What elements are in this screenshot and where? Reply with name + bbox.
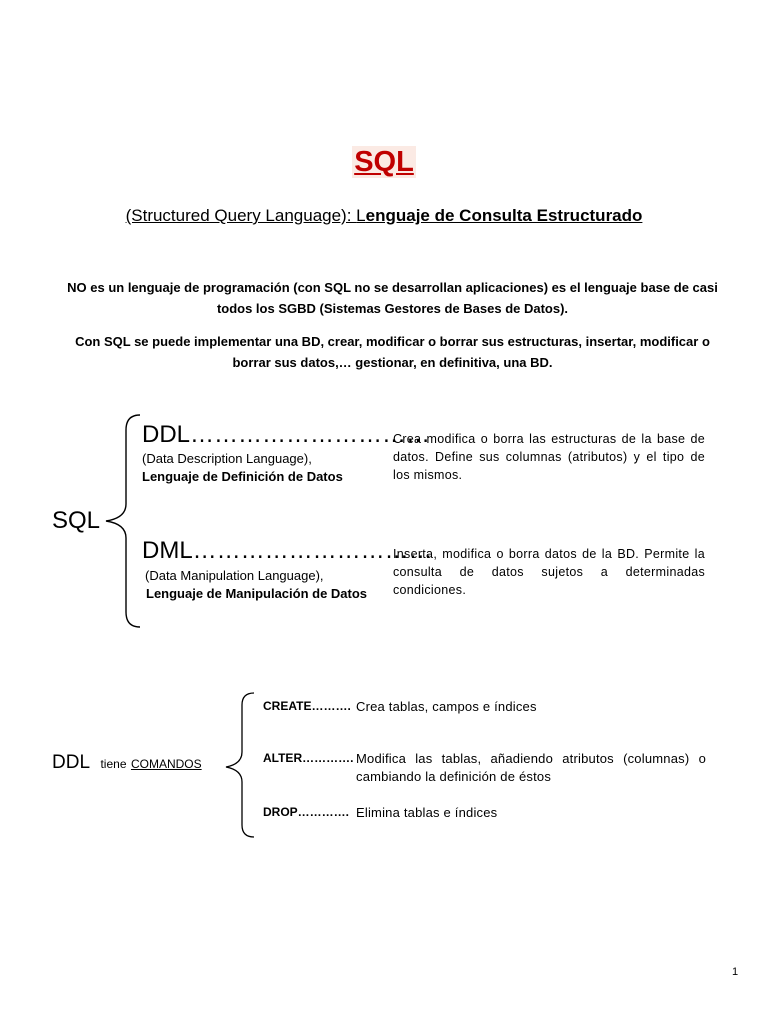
page-number: 1 bbox=[732, 966, 739, 978]
ddl-spanish: Lenguaje de Definición de Datos bbox=[142, 469, 343, 484]
dml-dots: ………………………… bbox=[192, 537, 433, 564]
dml-title: DML bbox=[142, 537, 193, 564]
dml-heading bbox=[142, 537, 433, 565]
subtitle bbox=[0, 206, 768, 226]
tiene-label: tiene bbox=[100, 757, 127, 771]
ddl-commands-root-label: DDL bbox=[52, 752, 91, 773]
alter-description: Modifica las tablas, añadiendo atributos (columnas) o cambiando la definición de éstos bbox=[356, 751, 706, 784]
intro-paragraph-1: NO es un lenguaje de programación (con SQL no se desarrollan aplicaciones) es el lenguaje base de casi todos los SGBD (Sistemas Gestores de Bases de Datos). bbox=[67, 280, 718, 316]
ddl-dots: ………………………… bbox=[190, 421, 431, 448]
sql-root-label: SQL bbox=[52, 507, 101, 534]
ddl-heading bbox=[142, 421, 430, 449]
subtitle-prefix: (Structured Query Language): bbox=[125, 206, 357, 225]
ddl-title: DDL bbox=[142, 421, 191, 448]
drop-description: Elimina tablas e índices bbox=[356, 805, 498, 820]
title-text: SQL bbox=[354, 146, 414, 178]
create-command: CREATE………. bbox=[263, 699, 351, 713]
subtitle-initial: L bbox=[356, 206, 366, 225]
dml-english: (Data Manipulation Language), bbox=[145, 568, 324, 583]
create-description: Crea tablas, campos e índices bbox=[356, 699, 537, 714]
dml-spanish: Lenguaje de Manipulación de Datos bbox=[146, 586, 368, 601]
ddl-commands-root bbox=[52, 752, 202, 774]
ddl-english: (Data Description Language), bbox=[142, 451, 312, 466]
dml-description: Inserta, modifica o borra datos de la BD. Permite la consulta de datos sujetos a determinadas condiciones. bbox=[393, 547, 705, 597]
ddl-description: Crea modifica o borra las estructuras de la base de datos. Define sus columnas (atributos) y el tipo de los mismos. bbox=[393, 432, 705, 482]
page-title bbox=[0, 146, 768, 179]
subtitle-bold: enguaje de Consulta Estructurado bbox=[365, 206, 643, 225]
alter-command: ALTER…………. bbox=[263, 751, 354, 765]
sql-brace-icon bbox=[100, 412, 146, 630]
comandos-label: COMANDOS bbox=[130, 757, 202, 771]
intro-paragraph-2: Con SQL se puede implementar una BD, crear, modificar o borrar sus estructuras, insertar, modificar o borrar sus datos,… gestionar, en definitiva, una BD. bbox=[75, 334, 710, 370]
commands-brace-icon bbox=[222, 690, 262, 840]
drop-command: DROP…………. bbox=[263, 805, 350, 819]
